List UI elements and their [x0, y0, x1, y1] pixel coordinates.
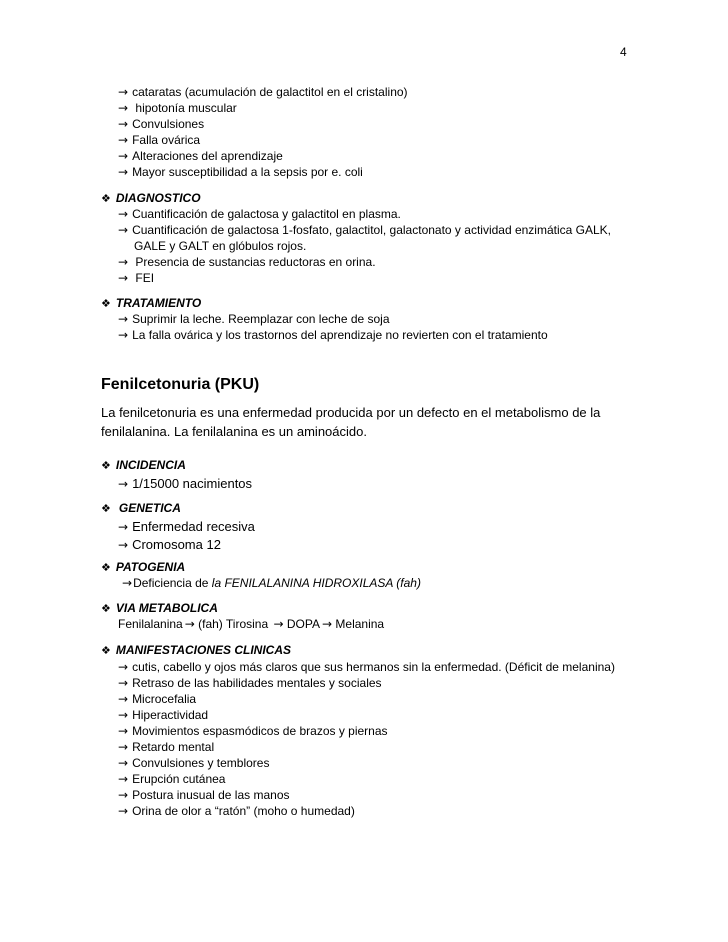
- section-heading: ❖ VIA METABOLICA: [101, 601, 218, 615]
- list-item: → Erupción cutánea: [118, 772, 226, 786]
- list-item: → Cuantificación de galactosa 1-fosfato, galactitol, galactonato y actividad enzimática GALK,: [118, 223, 612, 237]
- list-item: → Convulsiones: [118, 117, 205, 131]
- list-item: → Cromosoma 12: [118, 537, 221, 552]
- arrow-right-icon: →: [118, 255, 129, 269]
- list-item: → Microcefalia: [118, 692, 197, 706]
- list-item: → Retardo mental: [118, 740, 215, 754]
- diamond-bullet-icon: ❖: [101, 297, 111, 310]
- list-item: → Alteraciones del aprendizaje: [118, 149, 283, 163]
- arrow-right-icon: →: [118, 271, 129, 285]
- list-item: → Postura inusual de las manos: [118, 788, 290, 802]
- section-heading: ❖ DIAGNOSTICO: [101, 191, 201, 205]
- arrow-right-icon: →: [118, 312, 129, 326]
- arrow-right-icon: →: [118, 660, 129, 674]
- section-heading: ❖ MANIFESTACIONES CLINICAS: [101, 643, 291, 657]
- arrow-right-icon: →: [322, 617, 333, 631]
- arrow-right-icon: →: [118, 520, 129, 534]
- diamond-bullet-icon: ❖: [101, 502, 111, 515]
- list-item: → FEI: [118, 271, 155, 285]
- list-item: → Convulsiones y temblores: [118, 756, 270, 770]
- arrow-right-icon: →: [273, 617, 284, 631]
- list-item: → Cuantificación de galactosa y galactitol en plasma.: [118, 207, 401, 221]
- list-item: → hipotonía muscular: [118, 101, 237, 115]
- diamond-bullet-icon: ❖: [101, 561, 111, 574]
- arrow-right-icon: →: [118, 223, 129, 237]
- arrow-right-icon: →: [118, 477, 129, 491]
- list-item: → Falla ovárica: [118, 133, 201, 147]
- arrow-right-icon: →: [118, 756, 129, 770]
- arrow-right-icon: →: [118, 149, 129, 163]
- section-heading: ❖ TRATAMIENTO: [101, 296, 202, 310]
- diamond-bullet-icon: ❖: [101, 192, 111, 205]
- page-number: 4: [620, 45, 627, 59]
- arrow-right-icon: →: [118, 117, 129, 131]
- section-heading: ❖ GENETICA: [101, 501, 181, 515]
- arrow-right-icon: →: [122, 576, 133, 590]
- diamond-bullet-icon: ❖: [101, 644, 111, 657]
- intro-line: fenilalanina. La fenilalanina es un aminoácido.: [101, 424, 367, 439]
- list-item: → Retraso de las habilidades mentales y sociales: [118, 676, 382, 690]
- arrow-right-icon: →: [118, 692, 129, 706]
- diamond-bullet-icon: ❖: [101, 602, 111, 615]
- list-item: → La falla ovárica y los trastornos del aprendizaje no revierten con el tratamiento: [118, 328, 548, 342]
- arrow-right-icon: →: [184, 617, 195, 631]
- metabolic-pathway: Fenilalanina → (fah) Tirosina → DOPA → Melanina: [118, 617, 385, 631]
- arrow-right-icon: →: [118, 165, 129, 179]
- arrow-right-icon: →: [118, 133, 129, 147]
- list-item: → Hiperactividad: [118, 708, 209, 722]
- list-item: → Suprimir la leche. Reemplazar con leche de soja: [118, 312, 390, 326]
- arrow-right-icon: →: [118, 740, 129, 754]
- section-title: Fenilcetonuria (PKU): [101, 376, 260, 393]
- arrow-right-icon: →: [118, 676, 129, 690]
- list-item-continuation: GALE y GALT en glóbulos rojos.: [134, 239, 307, 253]
- list-item: → cataratas (acumulación de galactitol en el cristalino): [118, 85, 408, 99]
- list-item: →Deficiencia de la FENILALANINA HIDROXILASA (fah): [122, 576, 421, 590]
- arrow-right-icon: →: [118, 328, 129, 342]
- list-item: → Orina de olor a “ratón” (moho o humedad): [118, 804, 355, 818]
- list-item: → Enfermedad recesiva: [118, 519, 255, 534]
- arrow-right-icon: →: [118, 207, 129, 221]
- arrow-right-icon: →: [118, 708, 129, 722]
- section-heading: ❖ PATOGENIA: [101, 560, 186, 574]
- arrow-right-icon: →: [118, 724, 129, 738]
- section-heading: ❖ INCIDENCIA: [101, 458, 186, 472]
- list-item: → Presencia de sustancias reductoras en orina.: [118, 255, 376, 269]
- arrow-right-icon: →: [118, 538, 129, 552]
- list-item: → cutis, cabello y ojos más claros que sus hermanos sin la enfermedad. (Déficit de melanina): [118, 660, 615, 674]
- diamond-bullet-icon: ❖: [101, 459, 111, 472]
- arrow-right-icon: →: [118, 772, 129, 786]
- arrow-right-icon: →: [118, 788, 129, 802]
- list-item: → Mayor susceptibilidad a la sepsis por e. coli: [118, 165, 363, 179]
- arrow-right-icon: →: [118, 85, 129, 99]
- list-item: → 1/15000 nacimientos: [118, 476, 253, 491]
- intro-line: La fenilcetonuria es una enfermedad producida por un defecto en el metabolismo de la: [101, 405, 601, 420]
- list-item: → Movimientos espasmódicos de brazos y piernas: [118, 724, 388, 738]
- arrow-right-icon: →: [118, 804, 129, 818]
- arrow-right-icon: →: [118, 101, 129, 115]
